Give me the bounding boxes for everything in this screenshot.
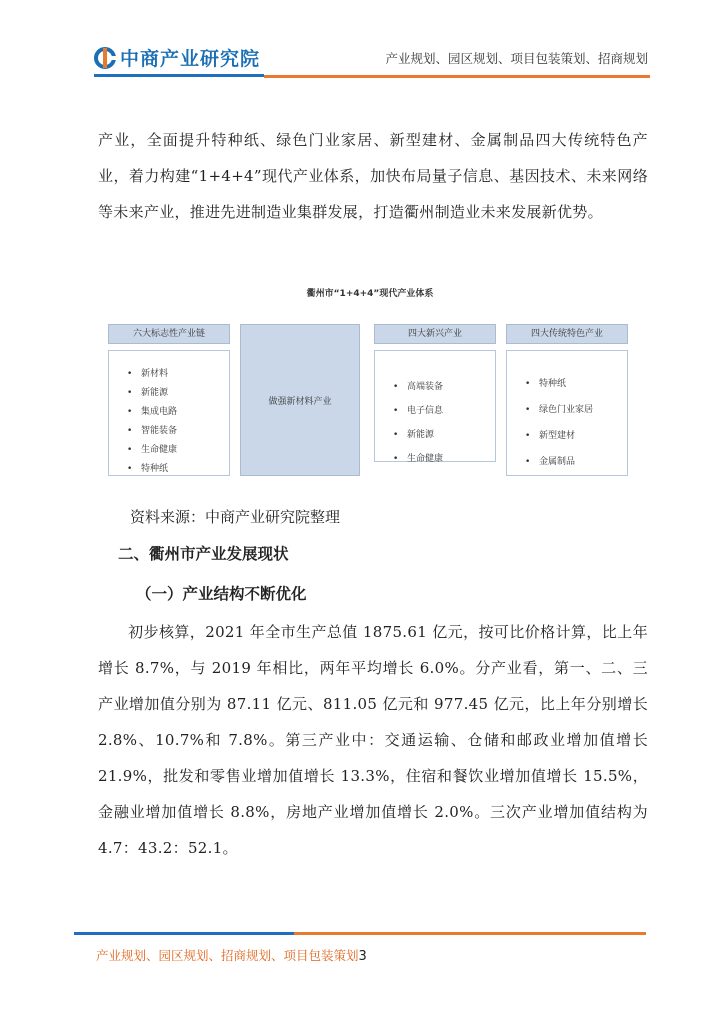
col4-item: • 金属制品 (523, 449, 627, 475)
col1-item: • 特种纸 (125, 460, 229, 479)
page-number: 3 (358, 949, 367, 964)
col3-item: • 生命健康 (391, 447, 495, 471)
col4-item: • 新型建材 (523, 423, 627, 449)
center-box: 做强新材料产业 (240, 324, 360, 476)
section-heading: 二、衢州市产业发展现状 (118, 545, 289, 563)
col1-box (108, 350, 230, 476)
col1-item: • 新材料 (125, 365, 229, 384)
col3-heading: 四大新兴产业 (374, 324, 496, 344)
source-note: 资料来源：中商产业研究院整理 (130, 508, 341, 526)
footer-divider-blue (74, 932, 294, 935)
col4-item: • 绿色门业家居 (523, 397, 627, 423)
col3-item: • 高端装备 (391, 375, 495, 399)
footer-tagline: 产业规划、园区规划、招商规划、项目包装策划 (96, 948, 359, 963)
col1-item: • 集成电路 (125, 403, 229, 422)
footer (96, 946, 367, 964)
col1-item: • 新能源 (125, 384, 229, 403)
col3-item: • 新能源 (391, 423, 495, 447)
col4-item: • 特种纸 (523, 371, 627, 397)
col4-heading: 四大传统特色产业 (506, 324, 628, 344)
col3-box (374, 350, 496, 462)
page-header (0, 0, 724, 80)
col1-heading: 六大标志性产业链 (108, 324, 230, 344)
col3-item: • 电子信息 (391, 399, 495, 423)
header-divider-blue (94, 74, 264, 77)
header-tagline: 产业规划、园区规划、项目包装策划、招商规划 (385, 51, 648, 66)
industry-system-diagram (108, 280, 632, 490)
header-divider-orange (264, 75, 650, 78)
col1-item: • 生命健康 (125, 441, 229, 460)
col1-item: • 智能装备 (125, 422, 229, 441)
body-paragraph (98, 614, 648, 866)
body-paragraph-text: 初步核算，2021 年全市生产总值 1875.61 亿元，按可比价格计算，比上年增长 8.7%，与 2019 年相比，两年平均增长 6.0%。分产业看，第一、二、三产业增加值分别为 87.11 亿元、811.05 亿元和 977.45 亿元，比上年分别增长 2.8%、10.7%和 7.8%。第三产业中：交通运输、仓储和邮政业增加值增长 21.9%，批发和零售业增加值增长 13.3%，住宿和餐饮业增加值增长 15.5%，金融业增加值增长 8.8%，房地产业增加值增长 2.0%。三次产业增加值结构为 4.7：43.2：52.1。 (98, 623, 648, 857)
footer-divider-orange (294, 932, 646, 935)
logo-mark-icon (94, 47, 116, 69)
logo-text: 中商产业研究院 (120, 48, 261, 70)
col4-box (506, 350, 628, 476)
logo[interactable] (94, 44, 260, 71)
diagram-title: 衢州市“1+4+4”现代产业体系 (306, 289, 434, 299)
intro-paragraph: 产业，全面提升特种纸、绿色门业家居、新型建材、金属制品四大传统特色产业，着力构建“1+4+4”现代产业体系，加快布局量子信息、基因技术、未来网络等未来产业，推进先进制造业集群发展，打造衢州制造业未来发展新优势。 (98, 131, 648, 221)
subsection-heading: （一）产业结构不断优化 (136, 585, 307, 603)
